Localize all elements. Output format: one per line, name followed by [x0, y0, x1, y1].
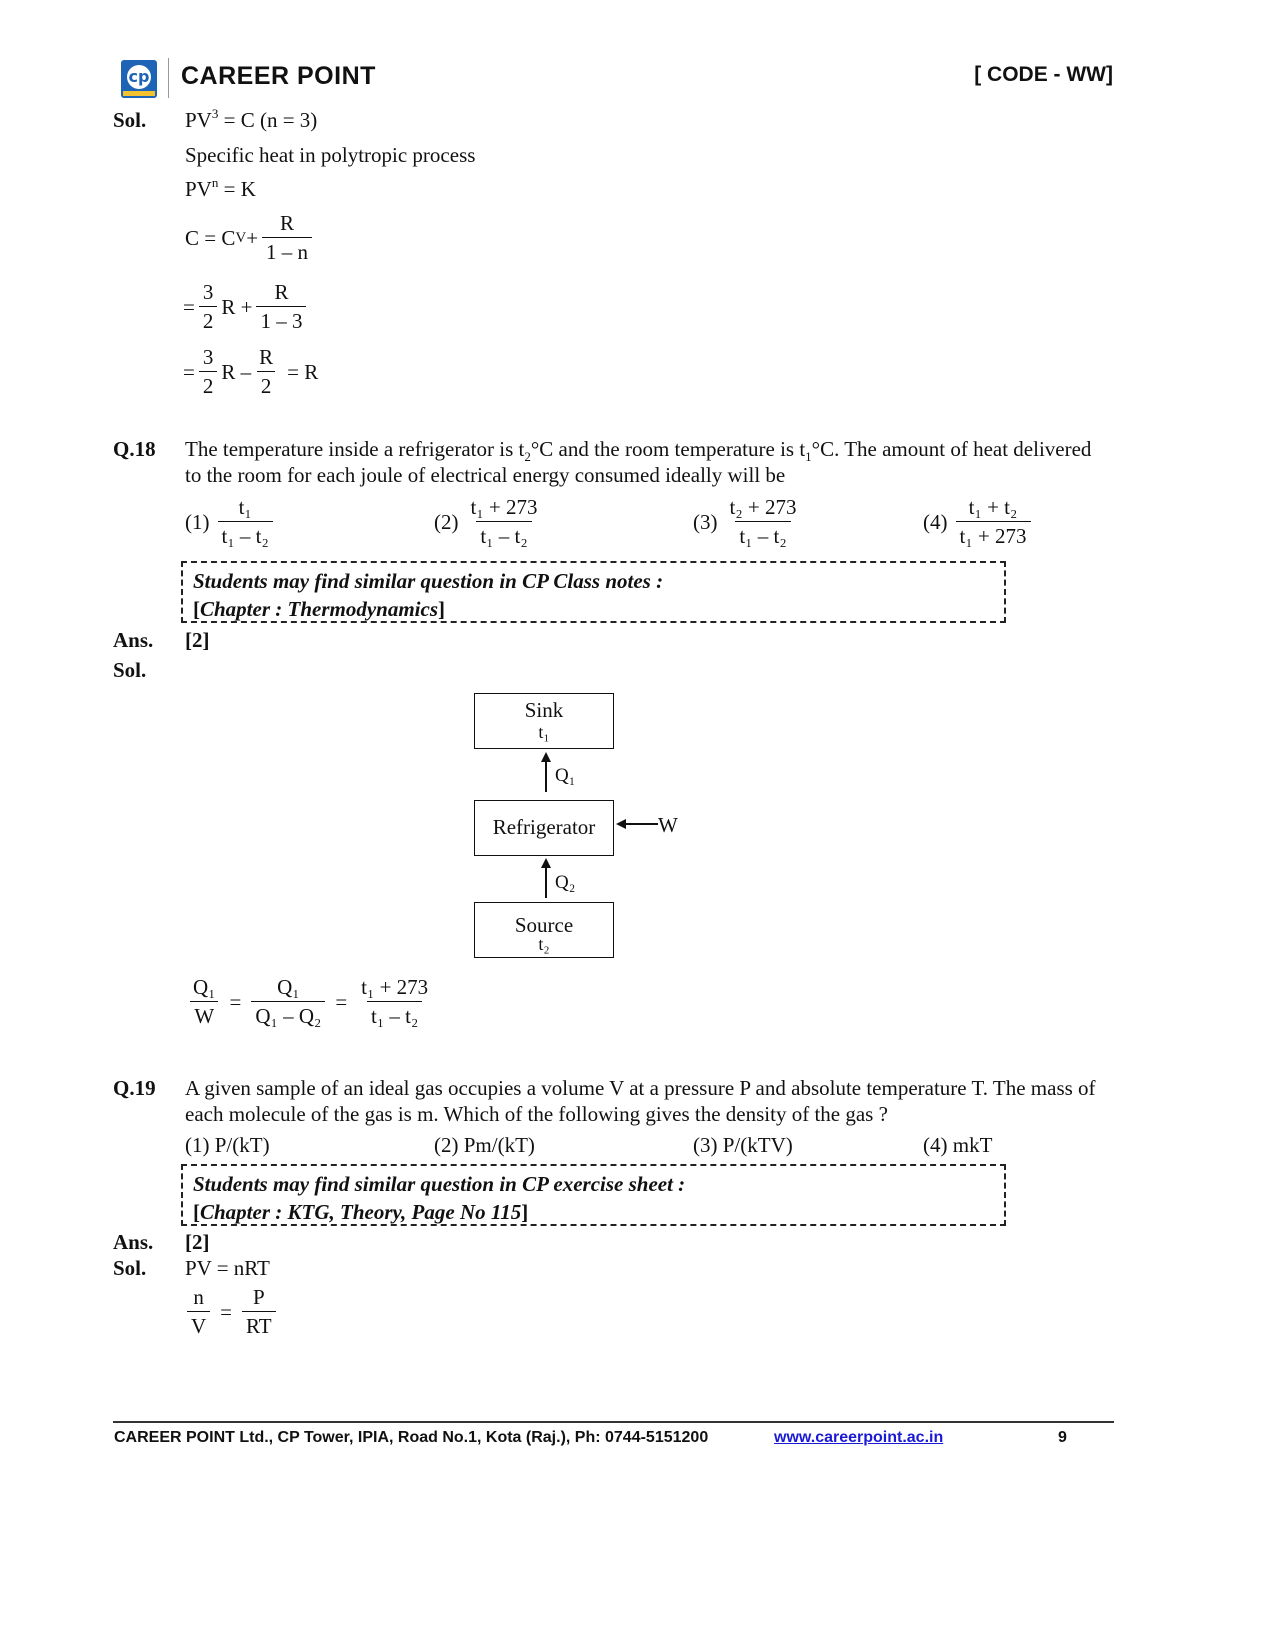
q2-label: Q₂ [555, 872, 576, 893]
paper-code: [ CODE - WW] [974, 63, 1113, 86]
work-arrow [614, 814, 662, 834]
answer-value: [2] [185, 1230, 210, 1254]
question-number: Q.18 [113, 437, 156, 461]
answer-value: [2] [185, 628, 210, 652]
reference-note-box [181, 1164, 1006, 1226]
work-label: W [658, 813, 678, 837]
career-point-logo: cp [121, 60, 157, 98]
reference-note-title: Students may find similar question in CP Class notes : [193, 569, 664, 593]
refrigerator-label: Refrigerator [492, 815, 596, 839]
source-temp: t₂ [538, 934, 550, 954]
question-text-line-1: The temperature inside a refrigerator is $t_2^\circ C$ and the room temperature is $t_1^\circ C$. The amount of heat delivered [185, 437, 1092, 464]
reference-note-chapter: [Chapter : KTG, Theory, Page No 115] [193, 1200, 529, 1224]
sol-line-polytropic: Specific heat in polytropic process [185, 143, 476, 167]
sol-line-pv-nrt: PV = nRT [185, 1256, 270, 1280]
footer-divider [113, 1421, 1114, 1423]
sink-temp: t₁ [538, 722, 550, 742]
reference-note-chapter: [Chapter : Thermodynamics] [193, 597, 446, 621]
question-number: Q.19 [113, 1076, 156, 1100]
reference-note-box [181, 561, 1006, 623]
answer-label: Ans. [113, 1230, 154, 1254]
equation-c-cv: C = C V + $\frac{R}{1 - n}$ [185, 212, 316, 263]
equation-step-3: = $\frac{3}{2}$ R – $\frac{R}{2}$ = R [183, 345, 319, 398]
option-2[interactable]: (2) Pm/(kT) [434, 1133, 535, 1157]
header-divider [168, 58, 169, 98]
sink-box [474, 693, 614, 749]
cop-equation: $\frac{\text{Q₁}}{W}$ = $\frac{\text{Q₁}}{\text{Q₁ – Q₂}}$ = $\frac{\text{t₁ + 273}}{\text{t₁ – t₂}}$ [185, 976, 436, 1027]
question-text-line-1: A given sample of an ideal gas occupies a volume V at a pressure P and absolute temperature T. The mass of [185, 1076, 1096, 1100]
sink-label: Sink [524, 698, 564, 722]
footer-address: CAREER POINT Ltd., CP Tower, IPIA, Road No.1, Kota (Raj.), Ph: 0744-5151200 [114, 1429, 709, 1446]
answer-label: Ans. [113, 628, 154, 652]
sol-label: Sol. [113, 108, 147, 132]
density-equation: $\frac{n}{V}$ = $\frac{P}{RT}$ [183, 1286, 280, 1337]
sol-label: Sol. [113, 1256, 147, 1280]
page-number: 9 [1058, 1429, 1067, 1446]
option-3[interactable]: (3) $\frac{\text{t₂ + 273}}{\text{t₁ – t₂}}$ [693, 495, 797, 548]
reference-note-title: Students may find similar question in CP exercise sheet : [193, 1172, 686, 1196]
question-text-line-2: to the room for each joule of electrical energy consumed ideally will be [185, 463, 786, 487]
refrigerator-box [474, 800, 614, 856]
q1-label: Q₁ [555, 765, 576, 786]
option-1[interactable]: (1) P/(kT) [185, 1133, 270, 1157]
brand-name: CAREER POINT [181, 62, 376, 90]
option-4[interactable]: (4) mkT [923, 1133, 993, 1157]
option-3[interactable]: (3) P/(kTV) [693, 1133, 793, 1157]
sol-line-pvn: $PV^n = K$ [185, 175, 256, 201]
question-text-line-2: each molecule of the gas is m. Which of the following gives the density of the gas ? [185, 1102, 888, 1126]
sol-label: Sol. [113, 658, 147, 682]
option-4[interactable]: (4) $\frac{\text{t₁ + t₂}}{\text{t₁ + 273}}$ [923, 496, 1035, 547]
sol-line-pv3: $PV^3 = C$ (n = 3) [185, 106, 318, 132]
footer-website[interactable]: www.careerpoint.ac.in [774, 1429, 944, 1446]
equation-step-2: = $\frac{3}{2}$ R + $\frac{R}{1 - 3}$ [183, 281, 310, 332]
source-label: Source [514, 913, 574, 937]
option-1[interactable]: (1) $\frac{\text{t₁}}{\text{t₁ – t₂}}$ [185, 496, 277, 547]
source-box [474, 902, 614, 958]
option-2[interactable]: (2) $\frac{\text{t₁ + 273}}{\text{t₁ – t₂}}$ [434, 495, 538, 548]
